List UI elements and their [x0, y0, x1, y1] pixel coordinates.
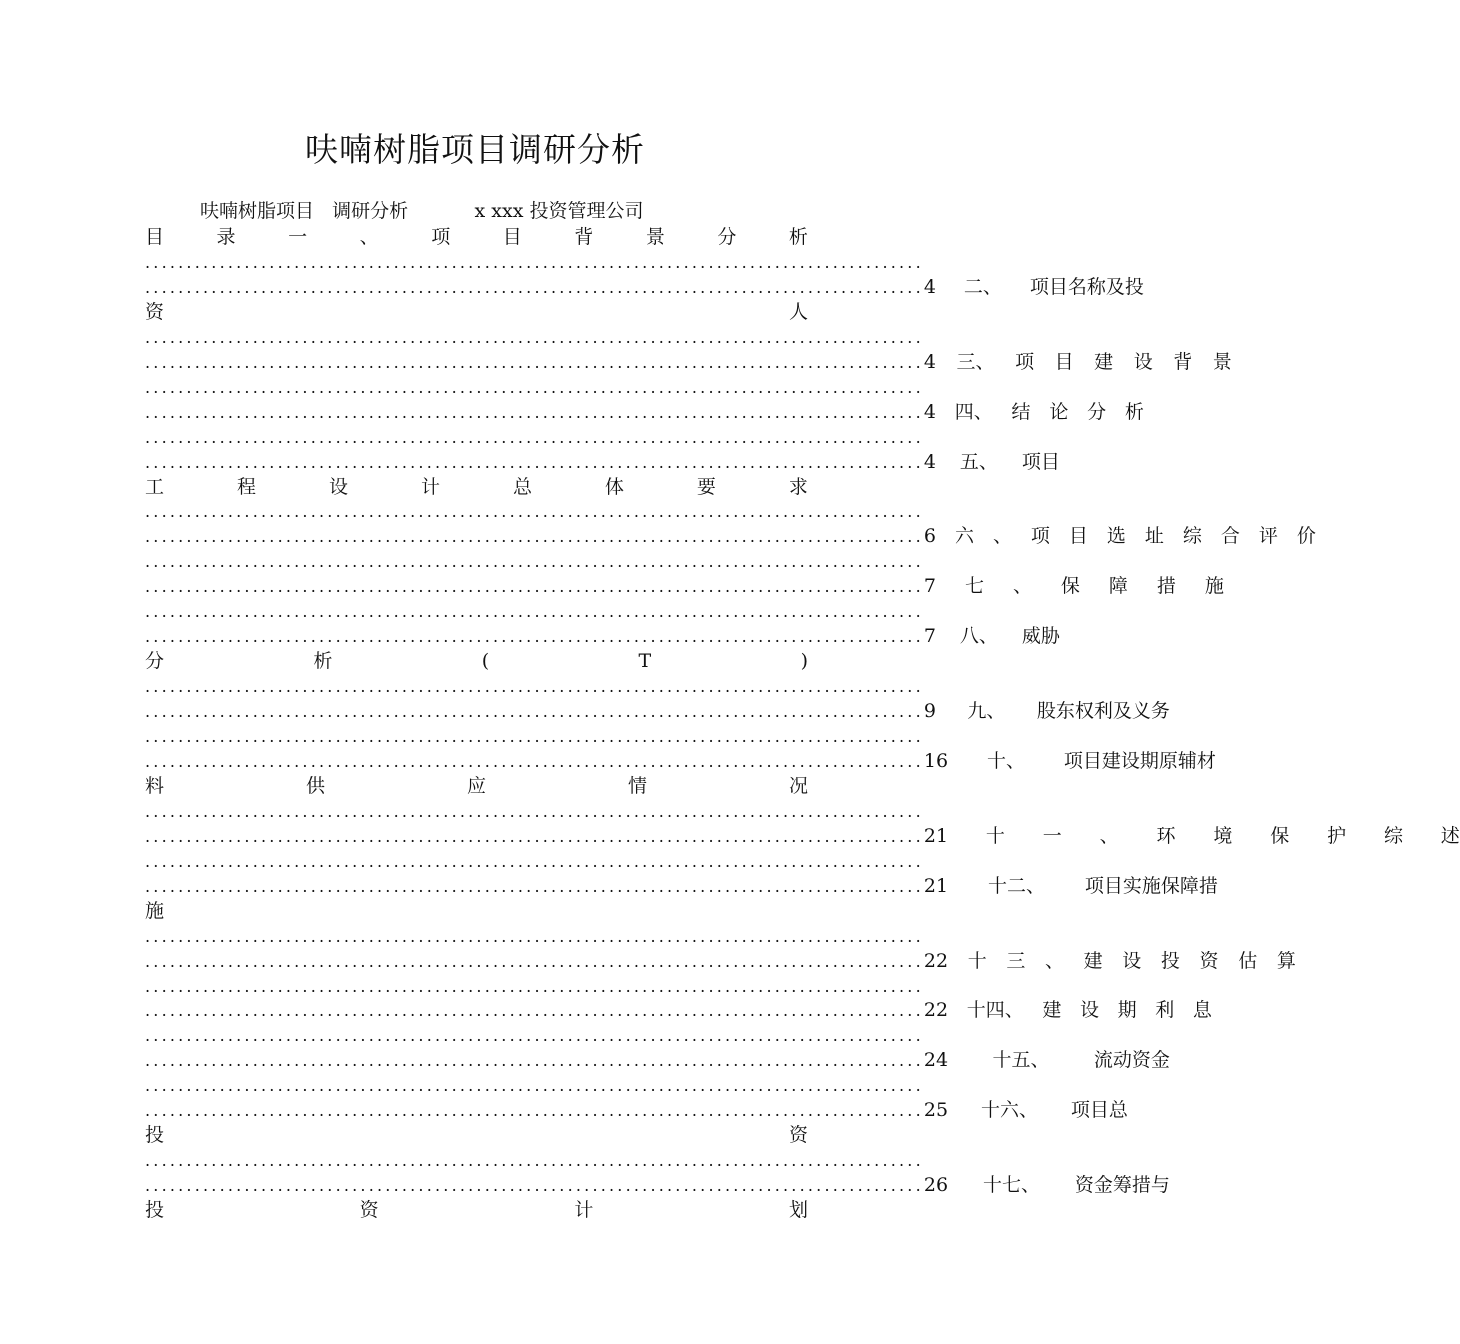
toc-line — [145, 400, 1144, 425]
toc-text: 要 — [696, 475, 716, 498]
toc-line — [145, 624, 1060, 649]
toc-text: 合 — [1220, 525, 1240, 548]
toc-text: 建 — [1083, 949, 1103, 972]
toc-line: .............................................................................................. — [145, 552, 924, 572]
toc-text: 四、 — [954, 400, 993, 423]
toc-line: .............................................................................................. — [145, 427, 924, 447]
toc-leader-dots: .............................................................................................. — [145, 627, 924, 647]
toc-text: 选 — [1106, 525, 1126, 548]
toc-text: 析 — [1124, 400, 1144, 423]
toc-line — [145, 275, 1144, 300]
toc-text: 十四、 — [966, 999, 1024, 1022]
toc-text: 八、 — [959, 625, 998, 648]
toc-line — [145, 574, 1224, 599]
toc-text: 目 — [502, 226, 522, 248]
toc-line: .............................................................................................. — [145, 851, 924, 871]
toc-text: 项目实施保障措 — [1084, 874, 1218, 897]
toc-text: 资 — [359, 1199, 379, 1222]
toc-text: 保 — [1060, 575, 1080, 598]
toc-text: 分 — [145, 650, 165, 673]
toc-line — [145, 350, 1232, 375]
toc-text: 9 — [923, 700, 936, 723]
toc-text: 项 — [1030, 525, 1050, 548]
toc-text: 项 — [431, 226, 451, 248]
toc-text: 价 — [1296, 525, 1316, 548]
toc-text: 保 — [1270, 824, 1290, 847]
toc-text: 综 — [1383, 824, 1403, 847]
toc-text: 估 — [1238, 949, 1258, 972]
toc-text: 体 — [604, 475, 624, 498]
toc-line: .............................................................................................. — [145, 727, 924, 746]
toc-text: 供 — [305, 774, 325, 797]
toc-line — [145, 300, 808, 325]
toc-text: 24 — [923, 1049, 949, 1072]
toc-text: 综 — [1182, 525, 1202, 548]
toc-text: 资 — [145, 300, 165, 323]
toc-text: 情 — [627, 774, 647, 797]
toc-text: ( — [481, 650, 490, 673]
toc-text: 21 — [923, 874, 949, 897]
toc-text: 4 — [923, 450, 936, 473]
toc-entry — [924, 524, 1316, 549]
toc-line — [145, 824, 1460, 849]
toc-text: 目 — [1054, 350, 1074, 373]
toc-text: 三、 — [956, 350, 995, 373]
toc-text: 4 — [923, 350, 936, 373]
toc-text: 人 — [788, 300, 808, 323]
toc-text: 三 — [1006, 949, 1026, 972]
toc-text: 施 — [1204, 575, 1224, 598]
toc-text: 背 — [574, 226, 594, 248]
toc-leader-dots: .............................................................................................. — [145, 826, 924, 846]
toc-text: 址 — [1144, 525, 1164, 548]
toc-text: 6 — [923, 525, 936, 548]
toc-entry — [924, 574, 1224, 599]
toc-text: 环 — [1156, 824, 1176, 847]
toc-text: 、 — [359, 226, 379, 248]
toc-text: 工 — [145, 475, 165, 498]
toc-text: 录 — [216, 226, 236, 248]
toc-line: .............................................................................................. — [145, 1026, 924, 1046]
toc-line — [145, 1173, 1170, 1198]
toc-leader-dots: .............................................................................................. — [145, 1001, 924, 1021]
toc-text: 流动资金 — [1093, 1049, 1170, 1072]
toc-text: 25 — [923, 1099, 949, 1122]
document-subtitle: 呋喃树脂项目 调研分析 x xxx 投资管理公司 — [200, 200, 644, 222]
toc-leader-dots: .............................................................................................. — [145, 452, 924, 472]
toc-text: 十 — [985, 824, 1005, 847]
toc-text: 利 — [1155, 999, 1175, 1022]
toc-text: 应 — [466, 774, 486, 797]
toc-text: 项目总 — [1070, 1099, 1128, 1122]
toc-leader-dots: .............................................................................................. — [145, 1176, 924, 1196]
toc-text: 护 — [1327, 824, 1347, 847]
toc-leader-dots: .............................................................................................. — [145, 402, 924, 422]
toc-text: 22 — [923, 999, 949, 1022]
toc-text: 十五、 — [992, 1049, 1050, 1072]
toc-text: 7 — [923, 625, 936, 648]
toc-entry — [924, 1173, 1170, 1198]
toc-text: 景 — [1212, 350, 1232, 373]
toc-text: 程 — [236, 475, 256, 498]
toc-text: 息 — [1192, 999, 1212, 1022]
toc-text: 十六、 — [980, 1099, 1038, 1122]
toc-entry — [924, 1098, 1128, 1123]
toc-line: .............................................................................................. — [145, 677, 924, 697]
toc-text: 六 — [954, 525, 974, 548]
toc-text: 威胁 — [1021, 625, 1060, 648]
toc-text: 计 — [420, 475, 440, 498]
toc-text: 境 — [1213, 824, 1233, 847]
toc-text: 项 — [1015, 350, 1035, 373]
toc-leader-dots: .............................................................................................. — [145, 1051, 924, 1071]
toc-text: 十、 — [986, 749, 1025, 772]
toc-line — [145, 774, 808, 799]
toc-leader-dots: .............................................................................................. — [145, 352, 924, 372]
toc-entry — [924, 874, 1218, 899]
toc-text: 论 — [1049, 400, 1069, 423]
toc-text: 十 — [967, 949, 987, 972]
toc-text: 、 — [1012, 575, 1032, 598]
toc-text: 项目名称及投 — [1029, 275, 1144, 298]
toc-line: .............................................................................................. — [145, 976, 924, 996]
toc-text: 措 — [1156, 575, 1176, 598]
toc-entry — [924, 749, 1216, 774]
toc-text: 评 — [1258, 525, 1278, 548]
toc-text: 计 — [574, 1199, 594, 1222]
toc-entry — [924, 998, 1212, 1023]
toc-text: 设 — [1079, 999, 1099, 1022]
toc-text: 求 — [788, 475, 808, 498]
toc-line — [145, 524, 1316, 549]
toc-entry — [924, 400, 1144, 425]
toc-text: 22 — [923, 949, 949, 972]
toc-line — [145, 699, 1170, 724]
toc-text: 结 — [1011, 400, 1031, 423]
toc-text: 目 — [1068, 525, 1088, 548]
toc-text: 设 — [328, 475, 348, 498]
toc-entry — [924, 824, 1460, 849]
toc-line: .............................................................................................. — [145, 1151, 924, 1171]
toc-text: T — [638, 650, 652, 673]
toc-text: 资 — [788, 1124, 808, 1147]
toc-leader-dots: .............................................................................................. — [145, 1101, 924, 1121]
toc-leader-dots: .............................................................................................. — [145, 577, 924, 597]
toc-entry — [924, 949, 1296, 974]
toc-text: 设 — [1122, 949, 1142, 972]
toc-text: 投 — [145, 1199, 165, 1222]
toc-text: 、 — [1044, 949, 1064, 972]
toc-text: 建 — [1042, 999, 1062, 1022]
toc-text: 十七、 — [982, 1174, 1040, 1197]
toc-text: 16 — [923, 749, 949, 772]
toc-entry — [924, 1048, 1170, 1073]
toc-text: 一 — [1042, 824, 1062, 847]
toc-text: 设 — [1133, 350, 1153, 373]
toc-text: ) — [800, 650, 808, 673]
toc-text: 述 — [1440, 824, 1460, 847]
toc-text: 算 — [1276, 949, 1296, 972]
toc-line: .............................................................................................. — [145, 252, 924, 272]
toc-leader-dots: .............................................................................................. — [145, 277, 924, 297]
toc-leader-dots: .............................................................................................. — [145, 702, 924, 722]
toc-line — [145, 949, 1296, 974]
toc-text: 投 — [1160, 949, 1180, 972]
toc-line: .............................................................................................. — [145, 327, 924, 347]
toc-text: 分 — [717, 226, 737, 248]
toc-text: 景 — [645, 226, 665, 248]
toc-line — [145, 1123, 808, 1148]
toc-text: 、 — [992, 525, 1012, 548]
toc-line — [145, 749, 1216, 774]
toc-text: 期 — [1117, 999, 1137, 1022]
toc-text: 背 — [1173, 350, 1193, 373]
toc-entry — [924, 350, 1232, 375]
toc-text: 4 — [923, 400, 936, 423]
toc-leader-dots: .............................................................................................. — [145, 751, 924, 771]
toc-entry — [924, 450, 1060, 475]
toc-text: 分 — [1087, 400, 1107, 423]
toc-text: 析 — [788, 226, 808, 248]
toc-text: 26 — [923, 1174, 949, 1197]
toc-line — [145, 874, 1218, 899]
toc-text: 目 — [145, 226, 165, 248]
toc-line: .............................................................................................. — [145, 801, 924, 821]
toc-line — [145, 998, 1212, 1023]
document-title: 呋喃树脂项目调研分析 — [305, 130, 645, 169]
toc-text: 股东权利及义务 — [1036, 700, 1170, 723]
toc-text: 一 — [288, 226, 308, 248]
toc-entry — [924, 624, 1060, 649]
toc-text: 况 — [788, 774, 808, 797]
toc-text: 障 — [1108, 575, 1128, 598]
toc-line — [145, 475, 808, 500]
toc-leader-dots: .............................................................................................. — [145, 876, 924, 896]
toc-text: 五、 — [959, 450, 998, 473]
toc-line: .............................................................................................. — [145, 602, 924, 622]
toc-text: 析 — [313, 650, 333, 673]
toc-line — [145, 1098, 1128, 1123]
toc-text: 、 — [1099, 824, 1119, 847]
toc-text: 九、 — [967, 700, 1006, 723]
toc-text: 七 — [964, 575, 984, 598]
toc-text: 施 — [145, 899, 165, 922]
toc-line — [145, 1198, 808, 1223]
toc-text: 划 — [788, 1199, 808, 1222]
toc-text: 7 — [923, 575, 936, 598]
toc-line: .............................................................................................. — [145, 1076, 924, 1096]
toc-text: 投 — [145, 1124, 165, 1147]
toc-text: 21 — [923, 824, 949, 847]
toc-line — [145, 649, 808, 674]
toc-text: 项目建设期原辅材 — [1063, 749, 1216, 772]
toc-text: 二、 — [963, 275, 1002, 298]
toc-line: .............................................................................................. — [145, 926, 924, 946]
toc-text: 项目 — [1021, 450, 1060, 473]
toc-line: .............................................................................................. — [145, 377, 924, 397]
toc-text: 总 — [512, 475, 532, 498]
toc-line — [145, 225, 808, 250]
toc-leader-dots: .............................................................................................. — [145, 527, 924, 547]
toc-text: 资 — [1199, 949, 1219, 972]
toc-text: 资金筹措与 — [1074, 1174, 1170, 1197]
toc-line — [145, 450, 1060, 475]
toc-text: 建 — [1094, 350, 1114, 373]
toc-entry — [924, 699, 1170, 724]
toc-text: 料 — [145, 774, 165, 797]
toc-line — [145, 899, 808, 924]
toc-text: 十二、 — [987, 874, 1045, 897]
toc-line: .............................................................................................. — [145, 502, 924, 522]
toc-line — [145, 1048, 1170, 1073]
toc-text: 4 — [923, 275, 936, 298]
toc-entry — [924, 275, 1144, 300]
toc-leader-dots: .............................................................................................. — [145, 951, 924, 971]
